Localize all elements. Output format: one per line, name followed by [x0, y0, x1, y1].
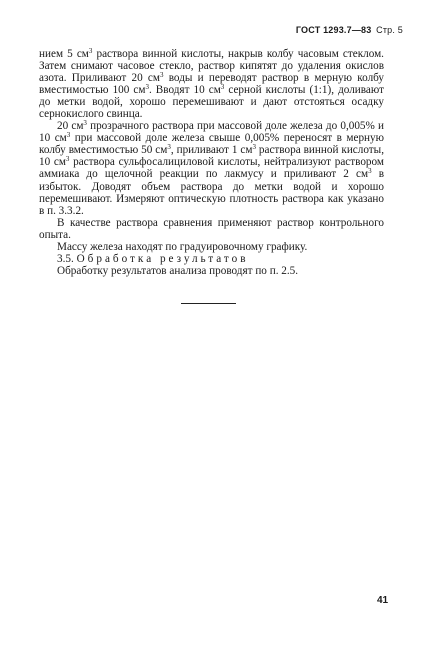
paragraph-results: Обработку результатов анализа проводят по п. 2.5. — [57, 264, 299, 277]
paragraph-iron-mass: Массу железа находят по градуировочному графику. — [57, 240, 308, 253]
section-number: 3.5. — [57, 252, 74, 265]
section-heading — [39, 253, 384, 265]
body-text — [39, 48, 384, 277]
page-number: 41 — [377, 595, 389, 606]
section-divider — [181, 303, 236, 304]
standard-code: ГОСТ 1293.7—83 — [295, 25, 372, 35]
paragraph-procedure: 20 $см^3$ прозрачного раствора при массовой доле железа до 0,005% и 10 $см^3$ при массовой доле железа свыше 0,005% переносят в мерную колбу вместимостью 50 $см^3$, приливают 1 $см^3$ раствора винной кислоты, 10 $см^3$ раствора сульфосалициловой кислоты, нейтрализуют раствором аммиака до щелочной реакции по лакмусу и приливают 2 $см^3$ в избыток. Доводят объем раствора до метки водой и хорошо перемешивают. Измеряют оптическую плотность раствора как указано в п. 3.3.2. — [39, 119, 385, 217]
page-reference: Стр. 5 — [376, 25, 403, 35]
page-header — [296, 25, 403, 35]
section-title: Обработка результатов — [76, 252, 249, 265]
paragraph-reference-solution: В качестве раствора сравнения применяют раствор контрольного опыта. — [39, 216, 384, 241]
paragraph-continuation: нием 5 $см^3$ раствора винной кислоты, накрыв колбу часовым стеклом. Затем снимают часовое стекло, раствор кипятят до удаления окислов азота. Приливают 20 $см^3$ воды и переводят раствор в мерную колбу вместимостью 100 $см^3$. Вводят 10 $см^3$ серной кислоты (1:1), доливают до метки водой, хорошо перемешивают и дают отстояться осадку сернокислого свинца. — [39, 47, 385, 121]
